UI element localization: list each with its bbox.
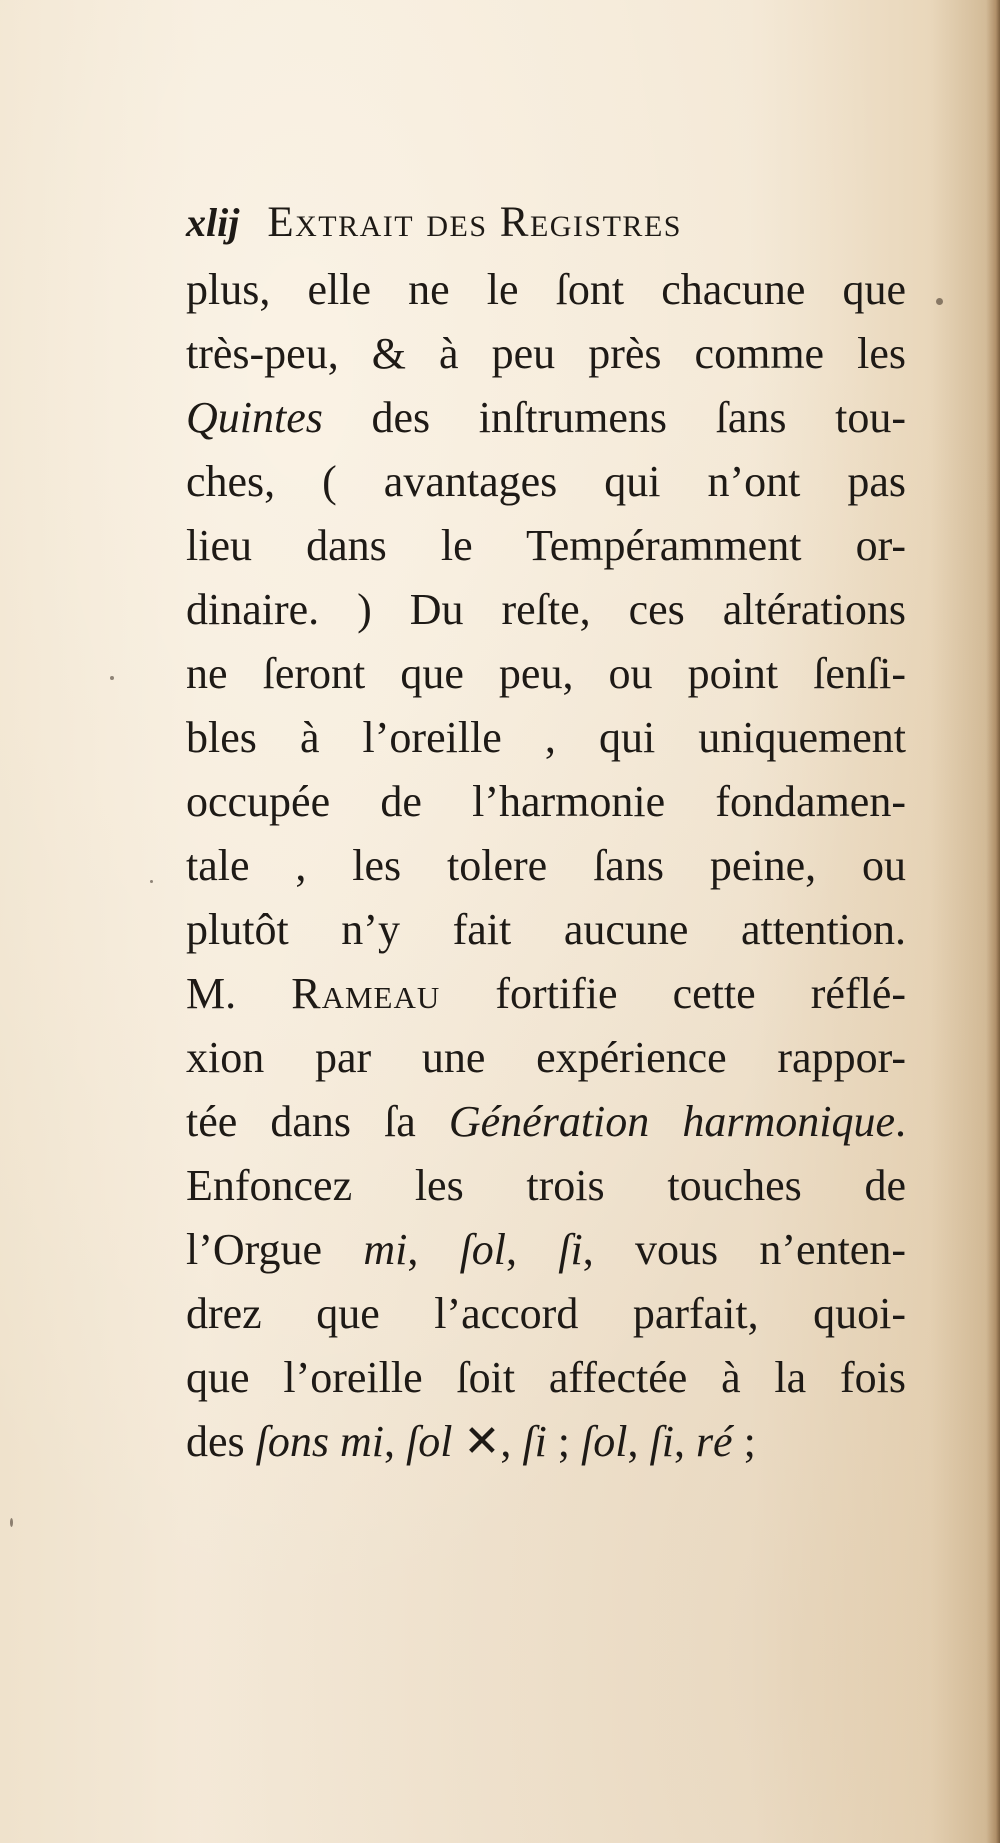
text-run: que l’oreille ſoit affectée à la fois [186,1353,906,1402]
italic-text: ſons mi [255,1417,385,1466]
text-run: xion par une expérience rappor- [186,1033,906,1082]
body-text [186,258,906,1474]
italic-text: ſol [406,1417,453,1466]
italic-text: ſi [522,1417,547,1466]
text-run: , [627,1417,650,1466]
text-line [186,578,906,642]
text-run: tée dans ſa [186,1097,449,1146]
italic-text: mi [363,1225,408,1274]
text-run: , vous n’enten- [582,1225,906,1274]
text-run: dinaire. ) Du reſte, ces altérations [186,585,906,634]
text-line [186,1346,906,1410]
italic-text: ſol [581,1417,628,1466]
text-run: drez que l’accord parfait, quoi- [186,1289,906,1338]
text-run: bles à l’oreille , qui uniquement [186,713,906,762]
running-title: Extrait des Registres [267,199,682,246]
italic-text: Quintes [186,393,323,442]
italic-text: ſi [649,1417,674,1466]
text-run: M. [186,969,292,1018]
text-run: , [407,1225,460,1274]
ink-speck [150,880,153,883]
text-line [186,1154,906,1218]
text-run: lieu dans le Tempéramment or- [186,521,906,570]
text-run: des [186,1417,256,1466]
ink-speck [10,1518,13,1527]
italic-text: ré [695,1417,733,1466]
ink-speck [936,298,943,305]
text-run: des inſtrumens ſans tou- [322,393,906,442]
text-line [186,1218,906,1282]
text-line [186,514,906,578]
text-line [186,834,906,898]
text-run: occupée de l’harmonie fondamen- [186,777,906,826]
italic-text: ſi [558,1225,583,1274]
text-run: très-peu, & à peu près comme les [186,329,906,378]
text-line [186,1090,906,1154]
ink-speck [110,676,114,680]
text-line [186,258,906,322]
text-run: ; [732,1417,756,1466]
text-run: Enfoncez les trois touches de [186,1161,906,1210]
text-run: tale , les tolere ſans peine, ou [186,841,906,890]
text-line [186,770,906,834]
text-line [186,898,906,962]
text-run: plus, elle ne le ſont chacune que [186,265,906,314]
small-caps-text: Rameau [291,969,441,1018]
text-line [186,642,906,706]
text-run: ; [546,1417,582,1466]
text-run: ne ſeront que peu, ou point ſenſi- [186,649,906,698]
italic-text: Génération harmonique [448,1097,895,1146]
text-run: , [384,1417,407,1466]
text-run: plutôt n’y fait aucune attention. [186,905,906,954]
text-run: , [673,1417,696,1466]
text-line [186,1026,906,1090]
text-run: l’Orgue [186,1225,364,1274]
italic-text: ſol [459,1225,507,1274]
text-line [186,322,906,386]
text-line [186,386,906,450]
text-line [186,1282,906,1346]
text-line [186,962,906,1026]
text-run: ✕, [452,1417,523,1466]
text-line [186,1410,906,1474]
text-run: , [506,1225,559,1274]
page-edge-shadow [986,0,1000,1843]
text-run: ches, ( avantages qui n’ont pas [186,457,906,506]
text-line [186,450,906,514]
text-run: . [895,1097,906,1146]
page-number: xlij [186,200,240,245]
text-line [186,706,906,770]
text-run: fortifie cette réflé- [440,969,907,1018]
page-header [186,198,826,250]
